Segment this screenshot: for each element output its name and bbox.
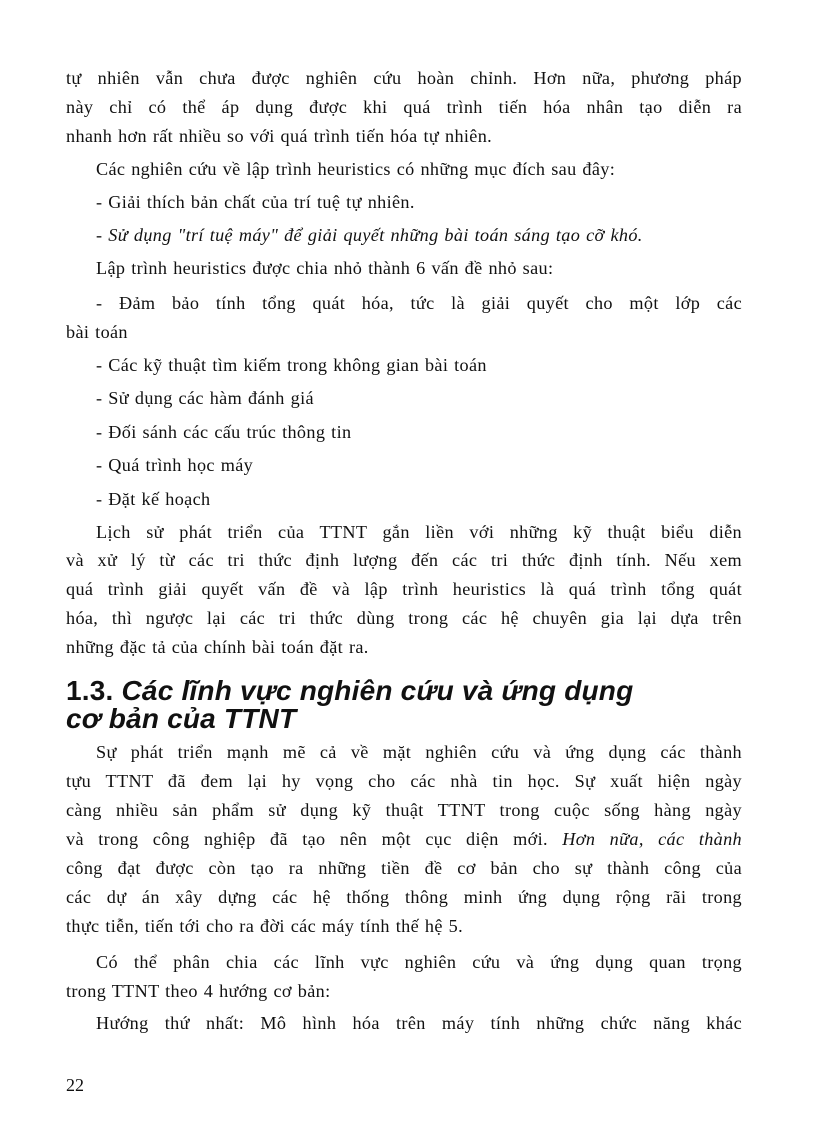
body-text-line: các dự án xây dựng các hệ thống thông minh ứng dụng rộng rãi trong [66, 887, 742, 907]
body-text-line: quá trình giải quyết vấn đề và lập trình heuristics là quá trình tổng quát [66, 579, 742, 599]
body-text-line: công đạt được còn tạo ra những tiền đề cơ bản cho sự thành công của [66, 858, 742, 878]
body-text-line: trong TTNT theo 4 hướng cơ bản: [66, 981, 331, 1001]
section-title-line-1: Các lĩnh vực nghiên cứu và ứng dụng [121, 675, 634, 706]
body-text-run: và trong công nghiệp đã tạo nên một cục diện mới. [66, 829, 548, 849]
list-item: - Quá trình học máy [96, 455, 254, 475]
body-text-line: hóa, thì ngược lại các tri thức dùng trong các hệ chuyên gia lại dựa trên [66, 608, 742, 628]
body-text-italic-run: Hơn nữa, các thành [562, 829, 742, 849]
list-item: - Các kỹ thuật tìm kiếm trong không gian bài toán [96, 355, 487, 375]
body-text-line: và xử lý từ các tri thức định lượng đến các tri thức định tính. Nếu xem [66, 550, 742, 570]
body-text-line: này chỉ có thể áp dụng được khi quá trình tiến hóa nhân tạo diễn ra [66, 97, 742, 117]
body-text-line: Có thể phân chia các lĩnh vực nghiên cứu và ứng dụng quan trọng [96, 952, 742, 972]
section-heading [66, 676, 742, 706]
body-text-line: tự nhiên vẫn chưa được nghiên cứu hoàn chỉnh. Hơn nữa, phương pháp [66, 68, 742, 88]
body-text-line: Lập trình heuristics được chia nhỏ thành 6 vấn đề nhỏ sau: [96, 258, 554, 278]
page-number: 22 [66, 1075, 84, 1095]
body-text-line: những đặc tả của chính bài toán đặt ra. [66, 637, 369, 657]
list-item: - Đặt kế hoạch [96, 489, 211, 509]
body-text-line: Các nghiên cứu về lập trình heuristics có những mục đích sau đây: [96, 159, 616, 179]
body-text-line: thực tiễn, tiến tới cho ra đời các máy tính thế hệ 5. [66, 916, 464, 936]
body-text-line: càng nhiều sản phẩm sử dụng kỹ thuật TTNT trong cuộc sống hàng ngày [66, 800, 742, 820]
body-text-line: tựu TTNT đã đem lại hy vọng cho các nhà tin học. Sự xuất hiện ngày [66, 771, 742, 791]
list-item: - Sử dụng "trí tuệ máy" để giải quyết những bài toán sáng tạo cỡ khó. [96, 225, 643, 245]
list-item: - Đảm bảo tính tổng quát hóa, tức là giải quyết cho một lớp các [96, 293, 742, 313]
section-number: 1.3. [66, 675, 114, 706]
list-item: - Giải thích bản chất của trí tuệ tự nhiên. [96, 192, 415, 212]
section-title-line-2: cơ bản của TTNT [66, 703, 297, 734]
list-item-continuation: bài toán [66, 322, 128, 342]
body-text-line [66, 827, 742, 851]
body-text-line: Sự phát triển mạnh mẽ cả về mặt nghiên cứu và ứng dụng các thành [96, 742, 742, 762]
list-item: - Sử dụng các hàm đánh giá [96, 388, 314, 408]
list-item: - Đối sánh các cấu trúc thông tin [96, 422, 352, 442]
body-text-line: nhanh hơn rất nhiều so với quá trình tiến hóa tự nhiên. [66, 126, 493, 146]
body-text-line: Lịch sử phát triển của TTNT gắn liền với những kỹ thuật biểu diễn [96, 522, 742, 542]
body-text-line: Hướng thứ nhất: Mô hình hóa trên máy tính những chức năng khác [96, 1013, 742, 1033]
